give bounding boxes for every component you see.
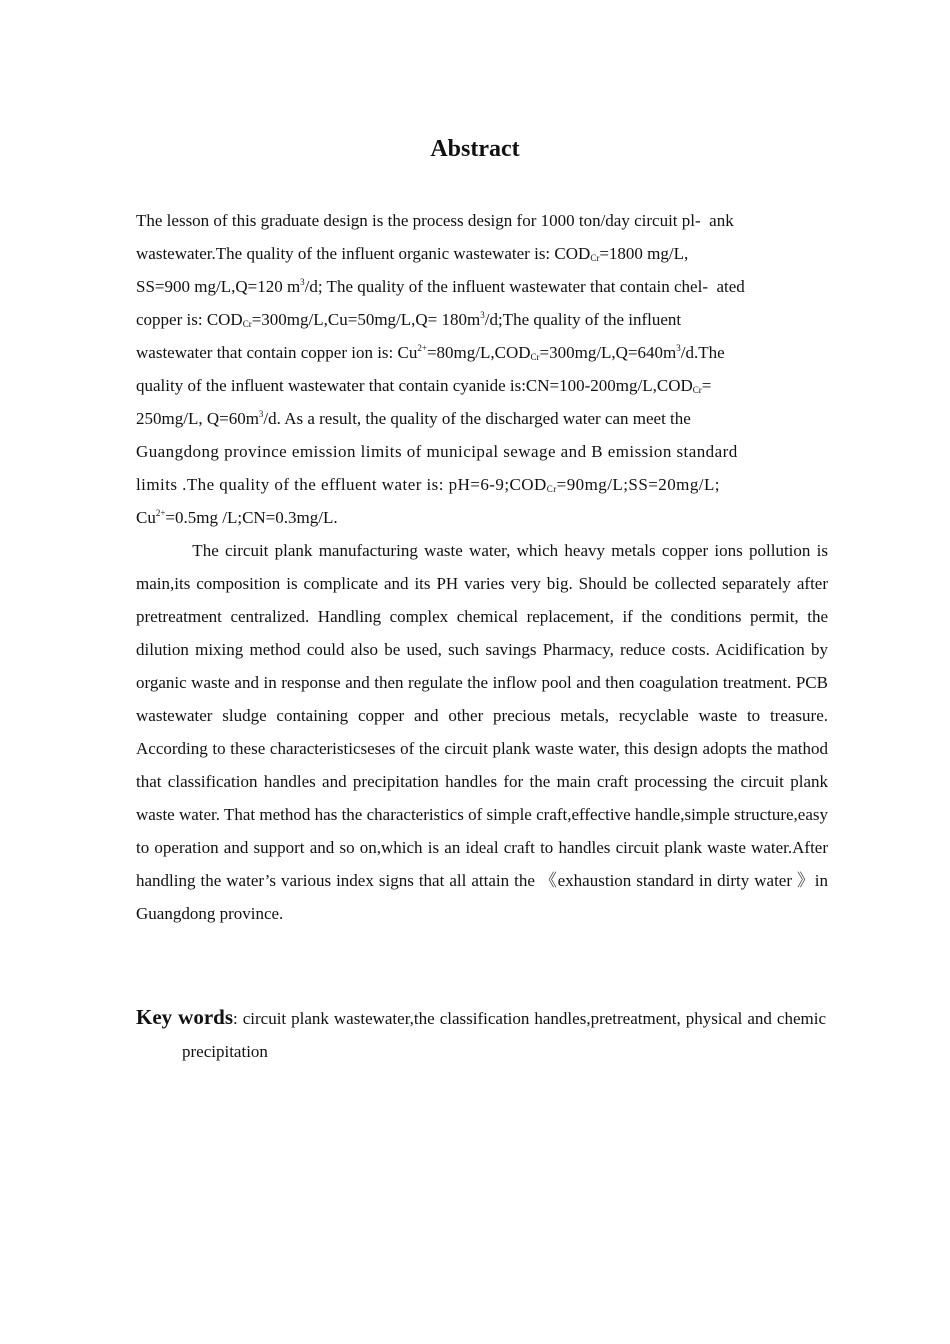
abstract-line: quality of the influent wastewater that contain cyanide $is:CN=100-200mg/L,COD_{Cr}=$ <box>136 376 712 395</box>
abstract-line: limits .The quality of the effluent water is: $pH=6-9;COD_{Cr}=90mg/L;SS=20mg/L$; <box>136 475 720 494</box>
abstract-line: copper is: $COD_{Cr}=300mg/L,Cu=50mg/L,Q=$ $180m^3/d;The$ quality of the influent <box>136 310 682 329</box>
abstract-line: wastewater that contain copper ion is: $Cu^{2+}=80mg/L,COD_{Cr}=300mg/L,Q=640m^3/d.The$ <box>136 343 725 362</box>
abstract-title: Abstract <box>430 136 520 162</box>
superscript-3: 3 <box>480 310 485 320</box>
keywords-label: Key words <box>136 1005 233 1029</box>
abstract-line: SS=900 mg/L,Q=120 $m^3/d$; The quality of the influent wastewater that contain chel- ated <box>136 277 745 296</box>
subscript-cr: Cr <box>590 253 600 263</box>
subscript-cr: Cr <box>530 352 540 362</box>
superscript-3: 3 <box>258 409 264 419</box>
subscript-cr: Cr <box>242 319 252 329</box>
abstract-line: The lesson of this graduate design is the process design for 1000 ton/day circuit pl- ank <box>136 211 734 230</box>
subscript-cr: Cr <box>692 385 702 395</box>
superscript-2plus: 2+ <box>155 508 166 518</box>
abstract-line: wastewater.The quality of the influent organic wastewater is: $COD_{Cr}=1800$ mg/L, <box>136 244 689 263</box>
abstract-paragraph-2: The circuit plank manufacturing waste water, which heavy metals copper ions pollution is main,its composition is complicate and its PH varies very big. Should be collected separately after pretreatment centralized. Handling complex chemical replacement, if the conditions permit, the dilution mixing method could also be used, such savings Pharmacy, reduce costs. Acidification by organic waste and in response and then regulate the inflow pool and then coagulation treatment. PCB wastewater sludge containing copper and other precious metals, recyclable waste to treasure. According to these characteristicseses of the circuit plank waste water, this design adopts the mathod that classification handles and precipitation handles for the main craft processing the circuit plank waste water. That method has the characteristics of simple craft,effective handle,simple structure,easy to operation and support and so on,which is an ideal craft to handles circuit plank waste water.After handling the water’s various index signs that all attain the 《exhaustion standard in dirty water 》in Guangdong province. <box>136 541 828 923</box>
keywords-text: : circuit plank wastewater,the classification handles,pretreatment, physical and chemic precipitation <box>182 1009 826 1061</box>
subscript-cr: Cr <box>546 484 557 494</box>
keywords-section <box>136 1001 826 1068</box>
abstract-body <box>136 204 828 963</box>
abstract-paragraph-1 <box>136 204 828 534</box>
abstract-line: Guangdong province emission limits of municipal sewage and B emission standard <box>136 442 738 461</box>
superscript-2plus: 2+ <box>417 343 427 353</box>
abstract-line: $Cu^{2+}=0.5mg$ /L;CN=0.3mg/L. <box>136 508 338 527</box>
abstract-line: 250mg/L, $Q=60m^3/d$. As a result, the quality of the discharged water can meet the <box>136 409 691 428</box>
superscript-3: 3 <box>676 343 681 353</box>
superscript-3: 3 <box>300 277 305 287</box>
